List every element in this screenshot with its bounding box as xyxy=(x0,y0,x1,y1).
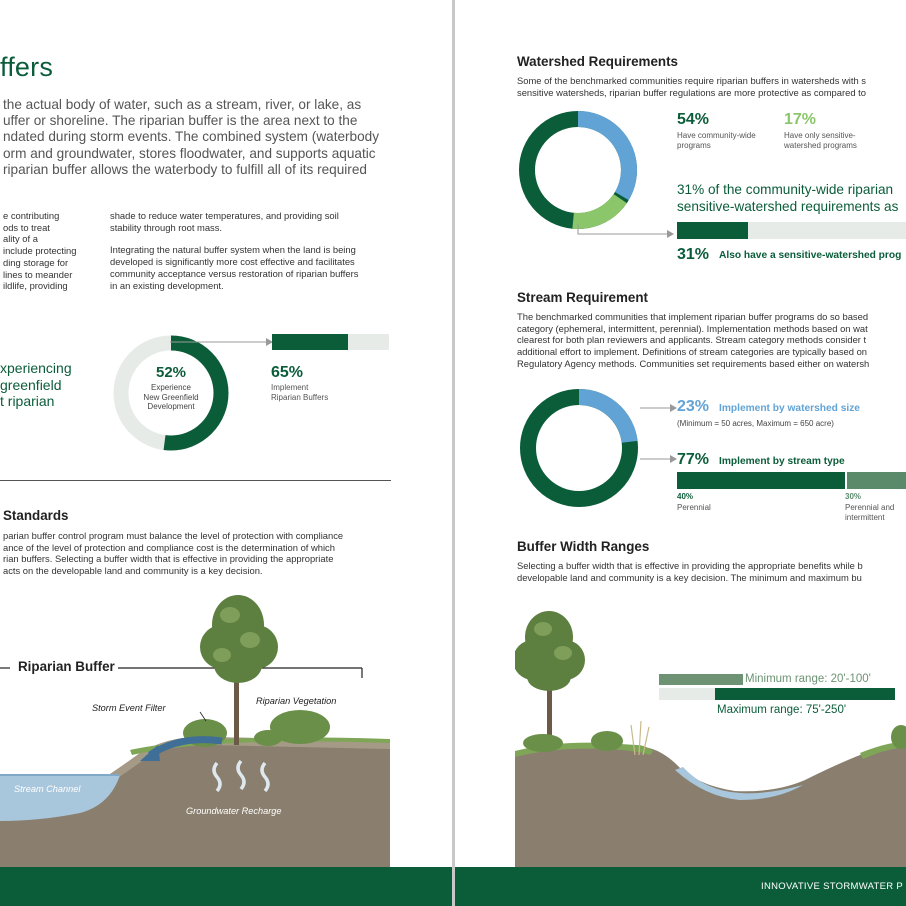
stream-channel-label: Stream Channel xyxy=(14,784,81,794)
intro-line: riparian buffer allows the waterbody to fulfill all of its required xyxy=(3,161,367,177)
body-line: rian buffers. Selecting a buffer width that is effective in providing the appropriate xyxy=(3,553,334,565)
stream-heading: Stream Requirement xyxy=(517,290,648,305)
body-line: developable land and community is a key decision. The minimum and maximum bu xyxy=(517,571,862,583)
stream-bar-perennial xyxy=(677,472,845,489)
donut-label-line: Development xyxy=(147,402,195,412)
body-line: ality of a xyxy=(3,233,38,245)
callout-line: 31% of the community-wide riparian xyxy=(677,182,894,197)
seg1-percent: 40% xyxy=(677,492,694,501)
bar-label-line: Riparian Buffers xyxy=(271,392,329,402)
bar-percent: 65% xyxy=(271,364,304,381)
body-line: sensitive watersheds, riparian buffer regulations are more protective as compared to xyxy=(517,86,866,98)
body-column-1 xyxy=(3,210,77,292)
stream-type-bar xyxy=(677,472,906,489)
donut-label xyxy=(128,383,214,412)
stat-label-line: Have only sensitive- xyxy=(784,131,856,140)
body-line: ding storage for xyxy=(3,256,69,268)
stat-community-wide-percent: 54% xyxy=(677,111,710,128)
right-page xyxy=(455,0,906,906)
riparian-buffer-illustration xyxy=(0,585,453,867)
stream-connector-arrows xyxy=(640,398,680,468)
watershed-callout xyxy=(677,182,898,215)
watershed-bar-percent: 31% xyxy=(677,246,710,263)
max-range-track xyxy=(659,688,895,700)
max-range-label: Maximum range: 75'-250' xyxy=(717,704,847,716)
body-line: include protecting xyxy=(3,245,77,257)
stat-community-wide-label xyxy=(677,131,756,150)
right-footer-band xyxy=(455,867,906,906)
min-range-label: Minimum range: 20'-100' xyxy=(745,673,871,685)
riparian-bar-fill xyxy=(272,334,348,350)
body-line: in an existing development. xyxy=(110,279,224,291)
min-range-bar xyxy=(659,674,743,685)
connector-arrow xyxy=(170,335,274,350)
body-line: Selecting a buffer width that is effective in providing the appropriate benefits while b xyxy=(517,560,863,571)
watershed-bar-label: Also have a sensitive-watershed prog xyxy=(719,250,902,261)
buffer-width-body xyxy=(517,560,863,583)
pull-quote xyxy=(0,360,72,410)
watershed-connector-arrow xyxy=(575,224,675,240)
bar-label xyxy=(271,383,328,402)
stat-sensitive-only-percent: 17% xyxy=(784,111,817,128)
body-line: stability through root mass. xyxy=(110,221,223,233)
stat-watershed-size-label: Implement by watershed size xyxy=(719,403,860,414)
body-line: Some of the benchmarked communities require riparian buffers in watersheds with s xyxy=(517,75,866,86)
riparian-bar-track xyxy=(272,334,389,350)
watershed-donut-chart xyxy=(515,107,641,233)
body-column-2 xyxy=(110,210,358,291)
donut-label-line: New Greenfield xyxy=(143,392,199,402)
stat-stream-type-percent: 77% xyxy=(677,451,710,468)
storm-filter-label: Storm Event Filter xyxy=(92,703,166,713)
body-line: clearest for both plan reviewers and applicants. Stream category methods consider t xyxy=(517,334,867,346)
intro-line: ndated during storm events. The combined system (waterbody xyxy=(3,129,380,145)
stream-body xyxy=(517,311,869,370)
stat-watershed-size-percent: 23% xyxy=(677,398,710,415)
stat-watershed-size-note: (Minimum = 50 acres, Maximum = 650 acre) xyxy=(677,419,834,428)
tree-crown xyxy=(200,595,278,683)
riparian-buffer-label: Riparian Buffer xyxy=(15,659,118,674)
seg2-label xyxy=(845,503,894,522)
body-line: lines to meander xyxy=(3,268,73,280)
section-divider xyxy=(0,480,391,481)
stat-label-line: Have community-wide xyxy=(677,131,756,140)
body-line: ance of the level of protection and compliance cost is the determination of which xyxy=(3,541,335,553)
bar-label-line: Implement xyxy=(271,383,309,392)
callout-line: sensitive-watershed requirements as xyxy=(677,198,899,214)
pull-quote-line: greenfield xyxy=(0,376,62,393)
seg2-percent: 30% xyxy=(845,492,862,501)
body-line: ildlife, providing xyxy=(3,280,68,292)
donut-percent: 52% xyxy=(155,364,187,381)
tree-crown xyxy=(515,611,585,691)
seg1-label: Perennial xyxy=(677,503,711,512)
body-line: developed is significantly more cost effective and facilitates xyxy=(110,256,355,268)
watershed-bar-track xyxy=(677,222,906,239)
body-line: Integrating the natural buffer system when the land is being xyxy=(110,244,356,256)
intro-line: the actual body of water, such as a stream, river, or lake, as xyxy=(3,97,362,112)
stat-stream-type-label: Implement by stream type xyxy=(719,456,845,467)
stream-donut-chart xyxy=(516,385,642,511)
watershed-heading: Watershed Requirements xyxy=(517,54,678,69)
intro-line: uffer or shoreline. The riparian buffer is the area next to the xyxy=(3,113,358,129)
left-footer-band xyxy=(0,867,453,906)
watershed-bar-fill xyxy=(677,222,748,239)
buffer-width-illustration xyxy=(515,595,906,867)
seg2-label-line: Perennial and xyxy=(845,503,895,512)
standards-body xyxy=(3,530,343,577)
body-line: additional effort to implement. Definitions of stream categories are typically based on xyxy=(517,346,868,358)
body-line: e contributing xyxy=(3,210,60,221)
ground xyxy=(515,743,906,867)
donut-label-line: Experience xyxy=(150,383,192,392)
body-line: category (ephemeral, intermittent, perennial). Implementation methods based on wat xyxy=(517,322,868,334)
pull-quote-line: xperiencing xyxy=(0,360,72,376)
body-line: Regulatory Agency methods. Communities set requirements based either on watersh xyxy=(517,357,870,369)
buffer-width-heading: Buffer Width Ranges xyxy=(517,539,650,554)
groundwater-label: Groundwater Recharge xyxy=(186,806,282,816)
stream-bar-perennial-intermittent xyxy=(847,472,906,489)
intro-line: orm and groundwater, stores floodwater, and supports aquatic xyxy=(3,145,376,161)
body-line: The benchmarked communities that implement riparian buffer programs do so based xyxy=(517,311,869,322)
footer-text: INNOVATIVE STORMWATER P xyxy=(761,881,904,892)
page-title: ffers xyxy=(0,52,54,82)
max-range-bar xyxy=(715,688,895,700)
standards-heading: Standards xyxy=(3,508,69,523)
seg2-label-line: intermittent xyxy=(845,512,885,522)
body-line: shade to reduce water temperatures, and providing soil xyxy=(110,210,339,221)
body-line: ods to treat xyxy=(3,221,50,233)
body-line: community acceptance versus restoration of riparian buffers xyxy=(110,267,359,279)
intro-paragraph xyxy=(3,97,379,178)
body-line: parian buffer control program must balance the level of protection with compliance xyxy=(3,530,344,541)
stat-label-line: programs xyxy=(677,140,711,150)
stat-sensitive-only-label xyxy=(784,131,857,150)
watershed-body xyxy=(517,75,866,98)
vegetation-label: Riparian Vegetation xyxy=(256,696,337,706)
stat-label-line: watershed programs xyxy=(784,140,857,150)
pull-quote-line: t riparian xyxy=(0,393,55,409)
body-line: acts on the developable land and community is a key decision. xyxy=(3,565,263,577)
